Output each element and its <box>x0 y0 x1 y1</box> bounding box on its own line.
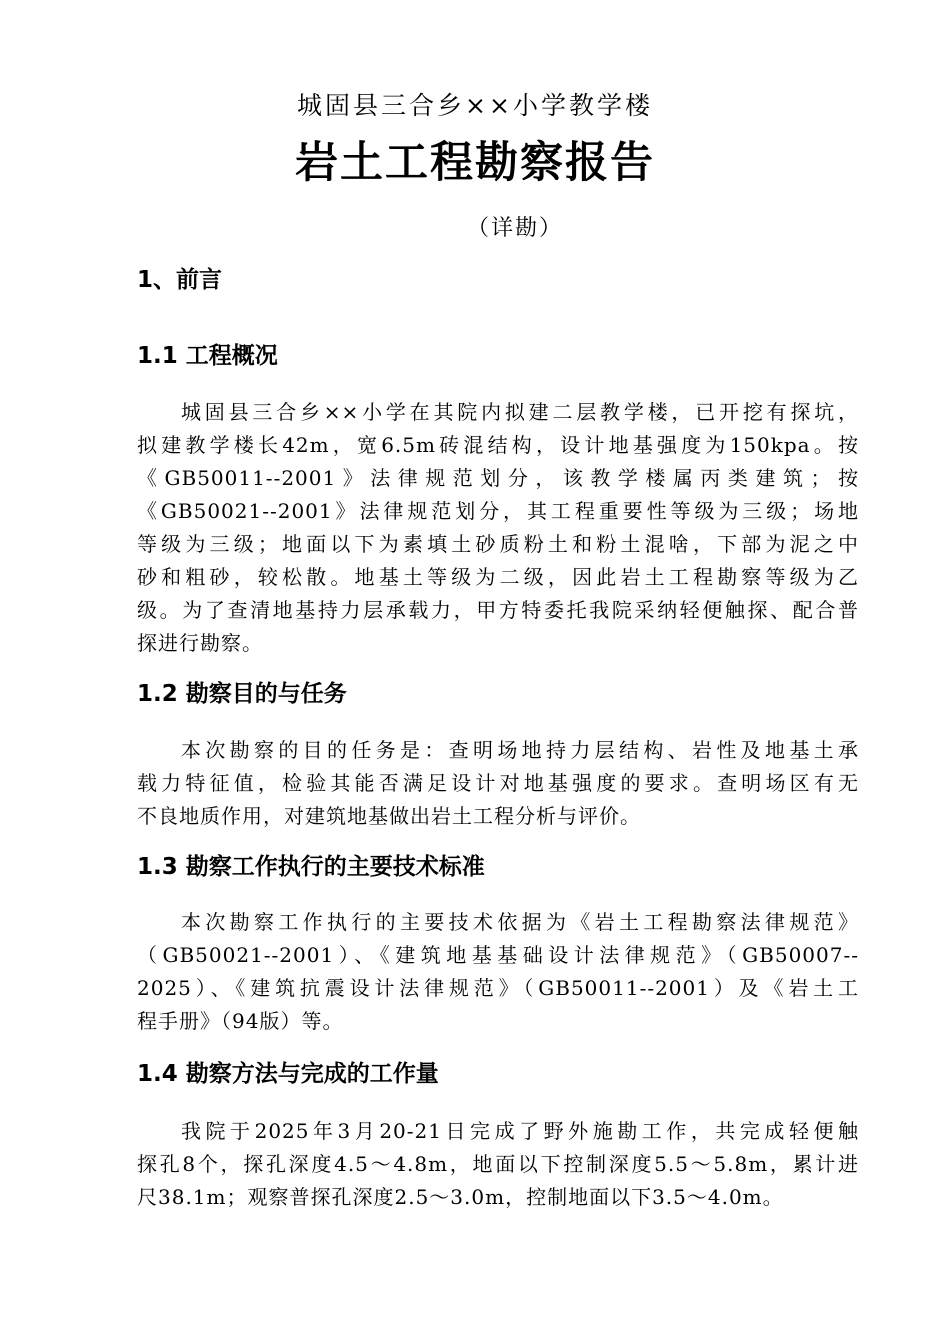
paragraph-survey-methods <box>137 1115 859 1214</box>
paragraph-line: 本次勘察工作执行的主要技术依据为《岩土工程勘察法律规范》 <box>181 910 859 934</box>
paragraph-line: 《GB50011--2001》法律规范划分，该教学楼属丙类建筑；按 <box>137 466 859 490</box>
paragraph-line: 程手册》（94版）等。 <box>137 1009 344 1033</box>
section-heading-project-overview: 1.1 工程概况 <box>137 343 278 369</box>
paragraph-line: 拟建教学楼长42m，宽6.5m砖混结构，设计地基强度为150kpa。按 <box>137 433 859 457</box>
paragraph-line: （GB50021--2001）、《建筑地基基础设计法律规范》（GB50007-- <box>137 943 859 967</box>
project-subtitle: 城固县三合乡××小学教学楼 <box>297 91 653 120</box>
paragraph-line: 尺38.1m；观察普探孔深度2.5～3.0m，控制地面以下3.5～4.0m。 <box>137 1185 784 1209</box>
paragraph-project-overview <box>137 396 859 660</box>
paragraph-technical-standards <box>137 906 859 1038</box>
paragraph-line: 城固县三合乡××小学在其院内拟建二层教学楼，已开挖有探坑， <box>181 400 859 424</box>
paragraph-line: 我院于2025年3月20-21日完成了野外施勘工作，共完成轻便触 <box>181 1119 859 1143</box>
paragraph-line: 级。为了查清地基持力层承载力，甲方特委托我院采纳轻便触探、配合普 <box>137 598 859 622</box>
section-heading-technical-standards: 1.3 勘察工作执行的主要技术标准 <box>137 854 485 880</box>
paragraph-line: 《GB50021--2001》法律规范划分，其工程重要性等级为三级；场地 <box>137 499 859 523</box>
paragraph-line: 等级为三级；地面以下为素填土砂质粉土和粉土混啥，下部为泥之中 <box>137 532 859 556</box>
paragraph-line: 探进行勘察。 <box>137 631 263 655</box>
section-heading-preface: 1、前言 <box>137 267 223 293</box>
paragraph-line: 2025）、《建筑抗震设计法律规范》（GB50011--2001）及《岩土工 <box>137 976 859 1000</box>
paragraph-line: 探孔8个，探孔深度4.5～4.8m，地面以下控制深度5.5～5.8m，累计进 <box>137 1152 859 1176</box>
survey-stage-tag: （详勘） <box>466 216 563 241</box>
section-heading-survey-purpose: 1.2 勘察目的与任务 <box>137 681 347 707</box>
section-heading-survey-methods: 1.4 勘察方法与完成的工作量 <box>137 1061 439 1087</box>
paragraph-line: 砂和粗砂，较松散。地基土等级为二级，因此岩土工程勘察等级为乙 <box>137 565 859 589</box>
paragraph-line: 不良地质作用，对建筑地基做出岩土工程分析与评价。 <box>137 804 641 828</box>
paragraph-line: 载力特征值，检验其能否满足设计对地基强度的要求。查明场区有无 <box>137 771 859 795</box>
paragraph-survey-purpose <box>137 734 859 833</box>
paragraph-line: 本次勘察的目的任务是：查明场地持力层结构、岩性及地基土承 <box>181 738 859 762</box>
report-title: 岩土工程勘察报告 <box>295 138 655 188</box>
